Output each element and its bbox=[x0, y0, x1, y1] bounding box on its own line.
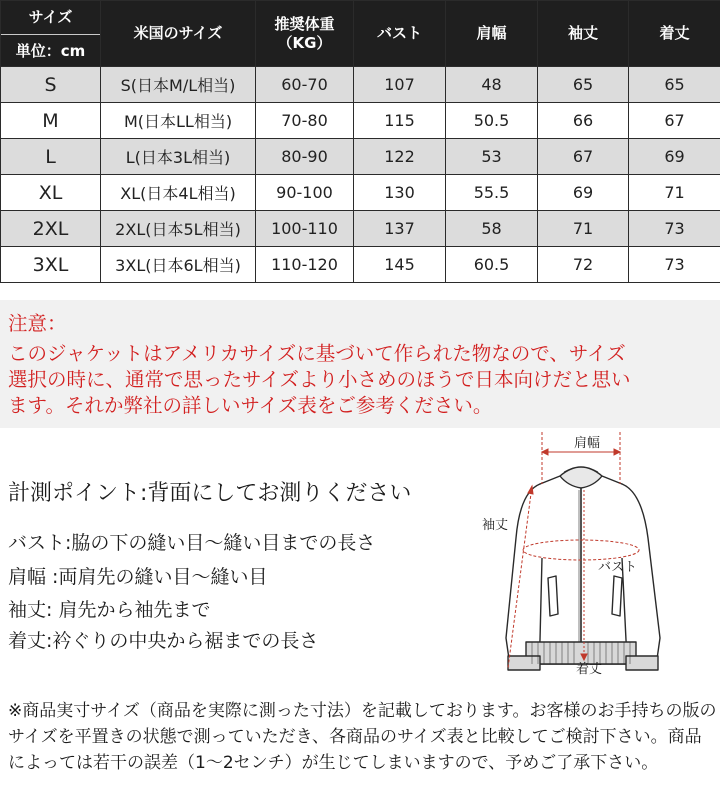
notice-line: 選択の時に、通常で思ったサイズより小さめのほうで日本向けだと思い bbox=[8, 368, 631, 391]
table-row bbox=[1, 103, 720, 139]
diagram-sleeve-label: 袖丈 bbox=[482, 518, 509, 533]
notice-heading: 注意： bbox=[8, 312, 67, 335]
measure-item-bust: バスト:脇の下の縫い目〜縫い目までの長さ bbox=[8, 532, 376, 554]
size-cell: XL bbox=[1, 175, 101, 211]
sleeve-cell: 66 bbox=[538, 103, 629, 139]
size-disclaimer: ※商品実寸サイズ（商品を実際に測った寸法）を記載しております。お客様のお手持ちの版のサイズを平置きの状態で測っていただき、各商品のサイズ表と比較してご検討下さい。商品によっては若干の誤差（1〜2センチ）が生じてしまいますので、予めご了承下さい。 bbox=[8, 701, 717, 773]
notice-box bbox=[0, 300, 720, 428]
table-row bbox=[1, 175, 720, 211]
weight-cell: 100-110 bbox=[256, 211, 354, 247]
notice-line: このジャケットはアメリカサイズに基づいて作られた物なので、サイズ bbox=[8, 342, 626, 365]
bust-cell: 122 bbox=[354, 139, 446, 175]
table-row bbox=[1, 211, 720, 247]
bust-cell: 145 bbox=[354, 247, 446, 283]
measure-item-sleeve: 袖丈: 肩先から袖先まで bbox=[8, 599, 211, 621]
shoulder-cell: 60.5 bbox=[446, 247, 538, 283]
bust-header: バスト bbox=[354, 1, 446, 67]
us-size-cell: 2XL(日本5L相当) bbox=[101, 211, 256, 247]
us-size-cell: XL(日本4L相当) bbox=[101, 175, 256, 211]
length-cell: 73 bbox=[629, 247, 720, 283]
shoulder-cell: 50.5 bbox=[446, 103, 538, 139]
table-row bbox=[1, 67, 720, 103]
shoulder-cell: 53 bbox=[446, 139, 538, 175]
length-cell: 69 bbox=[629, 139, 720, 175]
shoulder-cell: 58 bbox=[446, 211, 538, 247]
us-size-cell: L(日本3L相当) bbox=[101, 139, 256, 175]
us-size-header: 米国のサイズ bbox=[101, 1, 256, 67]
weight-header: 推奨体重 （KG） bbox=[256, 1, 354, 67]
diagram-shoulder-label: 肩幅 bbox=[574, 436, 601, 451]
weight-cell: 110-120 bbox=[256, 247, 354, 283]
size-header-corner bbox=[1, 1, 101, 67]
measure-title: 計測ポイント:背面にしてお測りください bbox=[8, 481, 412, 506]
bust-cell: 107 bbox=[354, 67, 446, 103]
length-cell: 65 bbox=[629, 67, 720, 103]
notice-line: ます。それか弊社の詳しいサイズ表をご参考ください。 bbox=[8, 394, 493, 417]
weight-cell: 80-90 bbox=[256, 139, 354, 175]
sleeve-cell: 71 bbox=[538, 211, 629, 247]
size-header-label: サイズ bbox=[1, 1, 100, 35]
measure-item-shoulder: 肩幅 :両肩先の縫い目〜縫い目 bbox=[8, 566, 268, 588]
sleeve-cell: 67 bbox=[538, 139, 629, 175]
sleeve-cell: 65 bbox=[538, 67, 629, 103]
unit-label: 単位：cm bbox=[15, 41, 86, 60]
length-cell: 73 bbox=[629, 211, 720, 247]
size-cell: L bbox=[1, 139, 101, 175]
length-header: 着丈 bbox=[629, 1, 720, 67]
us-size-cell: S(日本M/L相当) bbox=[101, 67, 256, 103]
bust-cell: 137 bbox=[354, 211, 446, 247]
size-cell: M bbox=[1, 103, 101, 139]
diagram-bust-label: バスト bbox=[598, 560, 638, 575]
shoulder-cell: 55.5 bbox=[446, 175, 538, 211]
length-cell: 67 bbox=[629, 103, 720, 139]
length-cell: 71 bbox=[629, 175, 720, 211]
size-cell: 3XL bbox=[1, 247, 101, 283]
weight-cell: 90-100 bbox=[256, 175, 354, 211]
us-size-cell: M(日本LL相当) bbox=[101, 103, 256, 139]
diagram-length-label: 着丈 bbox=[576, 662, 603, 677]
weight-cell: 60-70 bbox=[256, 67, 354, 103]
table-row bbox=[1, 139, 720, 175]
shoulder-cell: 48 bbox=[446, 67, 538, 103]
sleeve-header: 袖丈 bbox=[538, 1, 629, 67]
jacket-diagram bbox=[476, 428, 720, 690]
shoulder-header: 肩幅 bbox=[446, 1, 538, 67]
sleeve-cell: 69 bbox=[538, 175, 629, 211]
size-table bbox=[0, 0, 720, 283]
bust-cell: 130 bbox=[354, 175, 446, 211]
size-cell: S bbox=[1, 67, 101, 103]
measure-item-length: 着丈:衿ぐりの中央から裾までの長さ bbox=[8, 630, 319, 652]
sleeve-cell: 72 bbox=[538, 247, 629, 283]
us-size-cell: 3XL(日本6L相当) bbox=[101, 247, 256, 283]
size-cell: 2XL bbox=[1, 211, 101, 247]
table-row bbox=[1, 247, 720, 283]
weight-cell: 70-80 bbox=[256, 103, 354, 139]
bust-cell: 115 bbox=[354, 103, 446, 139]
size-table-header bbox=[1, 1, 720, 67]
